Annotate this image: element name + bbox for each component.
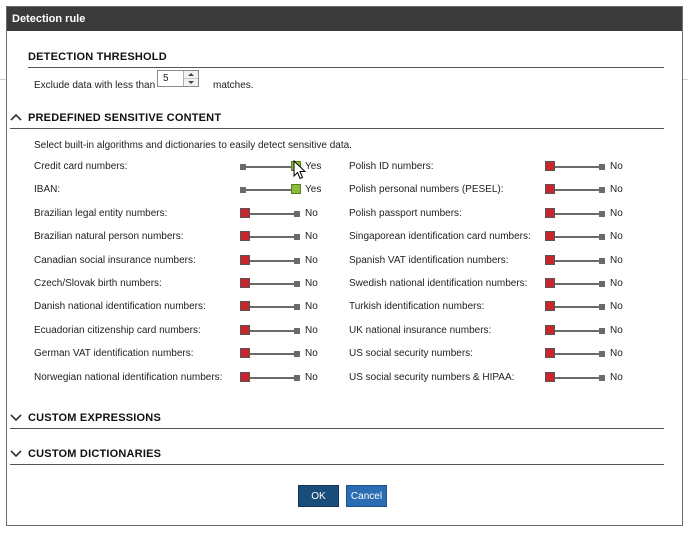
- detector-toggle[interactable]: [545, 325, 605, 337]
- predefined-description: Select built-in algorithms and dictionaries to easily detect sensitive data.: [34, 140, 352, 151]
- toggle-endcap: [599, 164, 605, 170]
- threshold-stepper[interactable]: [157, 70, 199, 87]
- detector-label: Credit card numbers:: [34, 161, 128, 172]
- detector-row: [0, 323, 688, 339]
- detector-label: Singaporean identification card numbers:: [349, 231, 531, 243]
- toggle-state-label: No: [305, 324, 318, 336]
- detector-label: Polish passport numbers:: [349, 207, 462, 219]
- detector-label: Canadian social insurance numbers:: [34, 254, 196, 266]
- background-divider: [683, 79, 688, 80]
- detector-toggle[interactable]: [545, 208, 605, 220]
- stepper-up-button[interactable]: [184, 71, 198, 79]
- toggle-state-label: No: [305, 254, 318, 266]
- toggle-state-label: No: [610, 207, 623, 219]
- toggle-thumb[interactable]: [545, 161, 555, 171]
- toggle-track: [547, 330, 601, 332]
- detector-label: Swedish national identification numbers:: [349, 278, 528, 289]
- detector-toggle[interactable]: [545, 301, 605, 313]
- detector-label: Spanish VAT identification numbers:: [349, 254, 509, 266]
- detector-label: German VAT identification numbers:: [34, 348, 194, 360]
- predefined-content-title: PREDEFINED SENSITIVE CONTENT: [28, 112, 222, 124]
- detector-label: Norwegian national identification numbers:: [34, 371, 223, 383]
- detector-toggle[interactable]: [545, 184, 605, 196]
- detector-row: [0, 206, 688, 222]
- detection-threshold-heading: [28, 51, 664, 68]
- detector-label: US social security numbers & HIPAA:: [349, 371, 515, 383]
- detector-row: [0, 229, 688, 245]
- toggle-state-label: No: [610, 324, 623, 336]
- detector-toggle[interactable]: [545, 255, 605, 267]
- toggle-state-label: No: [610, 184, 623, 196]
- toggle-endcap: [599, 328, 605, 334]
- chevron-down-icon: [10, 412, 22, 422]
- toggle-track: [547, 189, 601, 191]
- detector-label: Polish ID numbers:: [349, 161, 434, 172]
- toggle-thumb[interactable]: [545, 278, 555, 288]
- toggle-state-label: No: [610, 254, 623, 266]
- toggle-track: [547, 166, 601, 168]
- toggle-state-label: Yes: [305, 161, 322, 172]
- detector-row: [0, 346, 688, 362]
- detector-label: Brazilian legal entity numbers:: [34, 207, 168, 219]
- toggle-state-label: No: [305, 301, 318, 313]
- stepper-down-button[interactable]: [184, 79, 198, 86]
- up-arrow-icon: [188, 73, 194, 76]
- threshold-suffix: matches.: [213, 80, 254, 91]
- mouse-cursor-icon: [293, 160, 307, 180]
- toggle-thumb[interactable]: [545, 231, 555, 241]
- predefined-content-heading[interactable]: [10, 112, 664, 129]
- detector-toggle[interactable]: [545, 231, 605, 243]
- toggle-endcap: [599, 234, 605, 240]
- down-arrow-icon: [188, 81, 194, 84]
- detector-row: [0, 299, 688, 315]
- toggle-track: [547, 283, 601, 285]
- toggle-thumb[interactable]: [545, 325, 555, 335]
- toggle-track: [547, 353, 601, 355]
- detector-row: [0, 159, 688, 175]
- custom-expressions-title: CUSTOM EXPRESSIONS: [28, 412, 161, 424]
- detector-row: [0, 276, 688, 292]
- custom-dictionaries-heading[interactable]: [10, 448, 664, 465]
- toggle-endcap: [599, 281, 605, 287]
- chevron-up-icon: [10, 112, 22, 122]
- chevron-down-icon: [10, 448, 22, 458]
- toggle-state-label: No: [610, 231, 623, 243]
- detector-label: Turkish identification numbers:: [349, 301, 485, 313]
- detector-toggle[interactable]: [545, 161, 605, 173]
- toggle-state-label: No: [305, 278, 318, 289]
- custom-dictionaries-title: CUSTOM DICTIONARIES: [28, 448, 162, 460]
- cancel-button[interactable]: Cancel: [346, 485, 387, 507]
- detector-label: Danish national identification numbers:: [34, 301, 206, 313]
- detector-label: UK national insurance numbers:: [349, 324, 492, 336]
- detector-toggle[interactable]: [545, 372, 605, 384]
- toggle-state-label: No: [610, 161, 623, 172]
- toggle-state-label: No: [610, 348, 623, 360]
- toggle-state-label: No: [305, 231, 318, 243]
- detector-row: [0, 182, 688, 198]
- ok-button[interactable]: OK: [298, 485, 339, 507]
- detector-label: Polish personal numbers (PESEL):: [349, 184, 504, 196]
- detector-label: US social security numbers:: [349, 348, 473, 360]
- toggle-thumb[interactable]: [545, 301, 555, 311]
- threshold-value[interactable]: 5: [163, 73, 169, 84]
- toggle-state-label: No: [610, 301, 623, 313]
- toggle-thumb[interactable]: [545, 348, 555, 358]
- toggle-track: [547, 377, 601, 379]
- toggle-endcap: [599, 375, 605, 381]
- toggle-track: [547, 260, 601, 262]
- custom-expressions-heading[interactable]: [10, 412, 664, 429]
- threshold-prefix: Exclude data with less than: [34, 80, 156, 91]
- dialog-title: Detection rule: [7, 7, 682, 31]
- toggle-endcap: [599, 304, 605, 310]
- toggle-endcap: [599, 351, 605, 357]
- toggle-state-label: No: [305, 371, 318, 383]
- toggle-thumb[interactable]: [545, 208, 555, 218]
- toggle-endcap: [599, 187, 605, 193]
- toggle-endcap: [599, 258, 605, 264]
- detector-label: Czech/Slovak birth numbers:: [34, 278, 162, 289]
- detector-toggle[interactable]: [545, 348, 605, 360]
- detector-row: [0, 370, 688, 386]
- detector-label: Brazilian natural person numbers:: [34, 231, 184, 243]
- detector-row: [0, 253, 688, 269]
- toggle-state-label: No: [305, 348, 318, 360]
- toggle-track: [547, 236, 601, 238]
- detection-threshold-title: DETECTION THRESHOLD: [28, 51, 167, 63]
- detector-toggle[interactable]: [545, 278, 605, 290]
- toggle-track: [547, 306, 601, 308]
- toggle-thumb[interactable]: [545, 372, 555, 382]
- toggle-state-label: Yes: [305, 184, 322, 196]
- detector-label: Ecuadorian citizenship card numbers:: [34, 324, 201, 336]
- toggle-thumb[interactable]: [545, 255, 555, 265]
- toggle-state-label: No: [610, 278, 623, 289]
- toggle-thumb[interactable]: [545, 184, 555, 194]
- detector-label: IBAN:: [34, 184, 61, 196]
- stepper-buttons: [183, 71, 198, 86]
- toggle-state-label: No: [610, 371, 623, 383]
- toggle-endcap: [599, 211, 605, 217]
- toggle-track: [547, 213, 601, 215]
- toggle-state-label: No: [305, 207, 318, 219]
